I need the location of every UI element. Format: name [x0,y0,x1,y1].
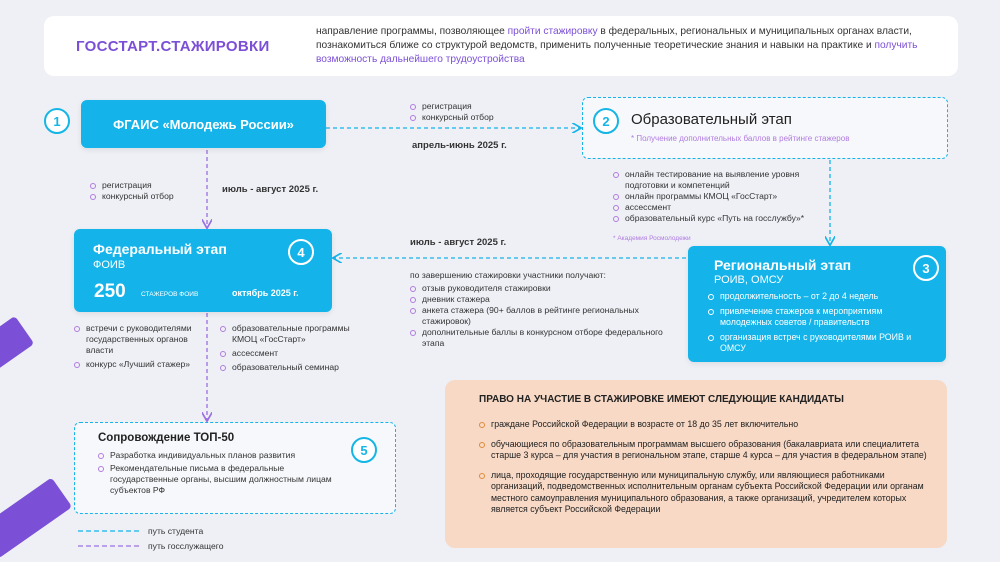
list-item: дополнительные баллы в конкурсном отборе федерального этапа [410,327,670,349]
list-item: онлайн программы КМОЦ «ГосСтарт» [613,191,843,202]
eligibility-panel [445,380,947,548]
step-4-left-list [74,323,199,370]
list-item: Рекомендательные письма в федеральные государственные органы, высшим должностным лицам субъектов РФ [98,463,348,496]
list-item: ассессмент [220,348,370,359]
step-4-date: октябрь 2025 г. [232,288,299,298]
step-1-title: ФГАИС «Молодежь России» [113,116,294,132]
list-item: образовательный курс «Путь на госслужбу»* [613,213,843,224]
step-2-list [613,169,843,224]
list-item: встречи с руководителями государственных органов власти [74,323,199,356]
step-2-number: 2 [593,108,619,134]
eligibility-list [479,419,929,516]
step-5-list [98,450,348,496]
step-1-number: 1 [44,108,70,134]
path-1-2-list [410,101,494,123]
list-item: конкурсный отбор [90,191,174,202]
step-2-footnote: * Академия Росмолодежи [613,235,691,242]
step-4-right-list [220,323,370,373]
list-item: ассессмент [613,202,843,213]
list-item: регистрация [90,180,174,191]
step-3-title: Региональный этап [714,257,852,273]
step-2-box [582,97,948,159]
list-item: конкурсный отбор [410,112,494,123]
step-3-subtitle: РОИВ, ОМСУ [714,274,784,286]
legend-servant-label: путь госслужащего [148,541,224,551]
list-item: лица, проходящие государственную или муниципальную службу, или являющиеся работниками организаций, подведомственных исполнительным органам субъекта Российской Федерации или органам местного самоуправления муниципального образования, а также организаций, учредителем которых является субъект Российской Федерации [479,470,929,516]
step-3-number: 3 [913,255,939,281]
step-3-box [688,246,946,362]
step-5-box [74,422,396,514]
step-2-note: * Получение дополнительных баллов в рейтинге стажеров [631,134,850,143]
step-1-box [81,100,326,148]
step-5-title: Сопровождение ТОП-50 [98,432,235,444]
list-item: граждане Российской Федерации в возрасте от 18 до 35 лет включительно [479,419,929,431]
list-item: анкета стажера (90+ баллов в рейтинге региональных стажировок) [410,305,670,327]
list-item: дневник стажера [410,294,670,305]
legend-student-label: путь студента [148,526,204,536]
list-item: отзыв руководителя стажировки [410,283,670,294]
header-description: направление программы, позволяющее пройти стажировку в федеральных, региональных и муниципальных органах власти, познакомиться ближе со структурой ведомств, применить полученные теоретические знания и навыки на практике и получить возможность дальнейшего трудоустройства [316,26,918,65]
step-3-list [708,291,933,355]
list-item: Разработка индивидуальных планов развития [98,450,348,461]
path-3-4-intro: по завершению стажировки участники получают: [410,270,606,280]
list-item: онлайн тестирование на выявление уровня подготовки и компетенций [613,169,843,191]
step-2-title: Образовательный этап [631,111,792,128]
list-item: конкурс «Лучший стажер» [74,359,199,370]
list-item: образовательные программы КМОЦ «ГосСтарт» [220,323,370,345]
step-4-subtitle: ФОИВ [93,259,126,271]
step-4-title: Федеральный этап [93,241,227,257]
list-item: обучающиеся по образовательным программам высшего образования (бакалавриата или специалитета старше 3 курса – для участия в региональном этапе, старше 4 курса – для участия в федеральном этапе) [479,439,929,462]
path-1-4-date: июль - август 2025 г. [222,184,319,195]
path-1-4-list [90,180,174,202]
list-item: организация встреч с руководителями РОИВ и ОМСУ [708,332,933,355]
list-item: образовательный семинар [220,362,370,373]
step-4-count-label: СТАЖЕРОВ ФОИВ [141,291,199,298]
list-item: регистрация [410,101,494,112]
path-3-4-list [410,283,670,349]
eligibility-title: ПРАВО НА УЧАСТИЕ В СТАЖИРОВКЕ ИМЕЮТ СЛЕДУЮЩИЕ КАНДИДАТЫ [479,394,844,405]
path-1-2-date: апрель-июнь 2025 г. [412,140,507,151]
step-4-number: 4 [288,239,314,265]
list-item: продолжительность – от 2 до 4 недель [708,291,933,303]
step-4-count: 250 [94,281,126,302]
list-item: привлечение стажеров к мероприятиям молодежных советов / правительств [708,306,933,329]
path-3-4-date: июль - август 2025 г. [410,237,507,248]
step-5-number: 5 [351,437,377,463]
step-4-box [74,229,332,312]
brand-title: ГОССТАРТ.СТАЖИРОВКИ [76,38,270,55]
